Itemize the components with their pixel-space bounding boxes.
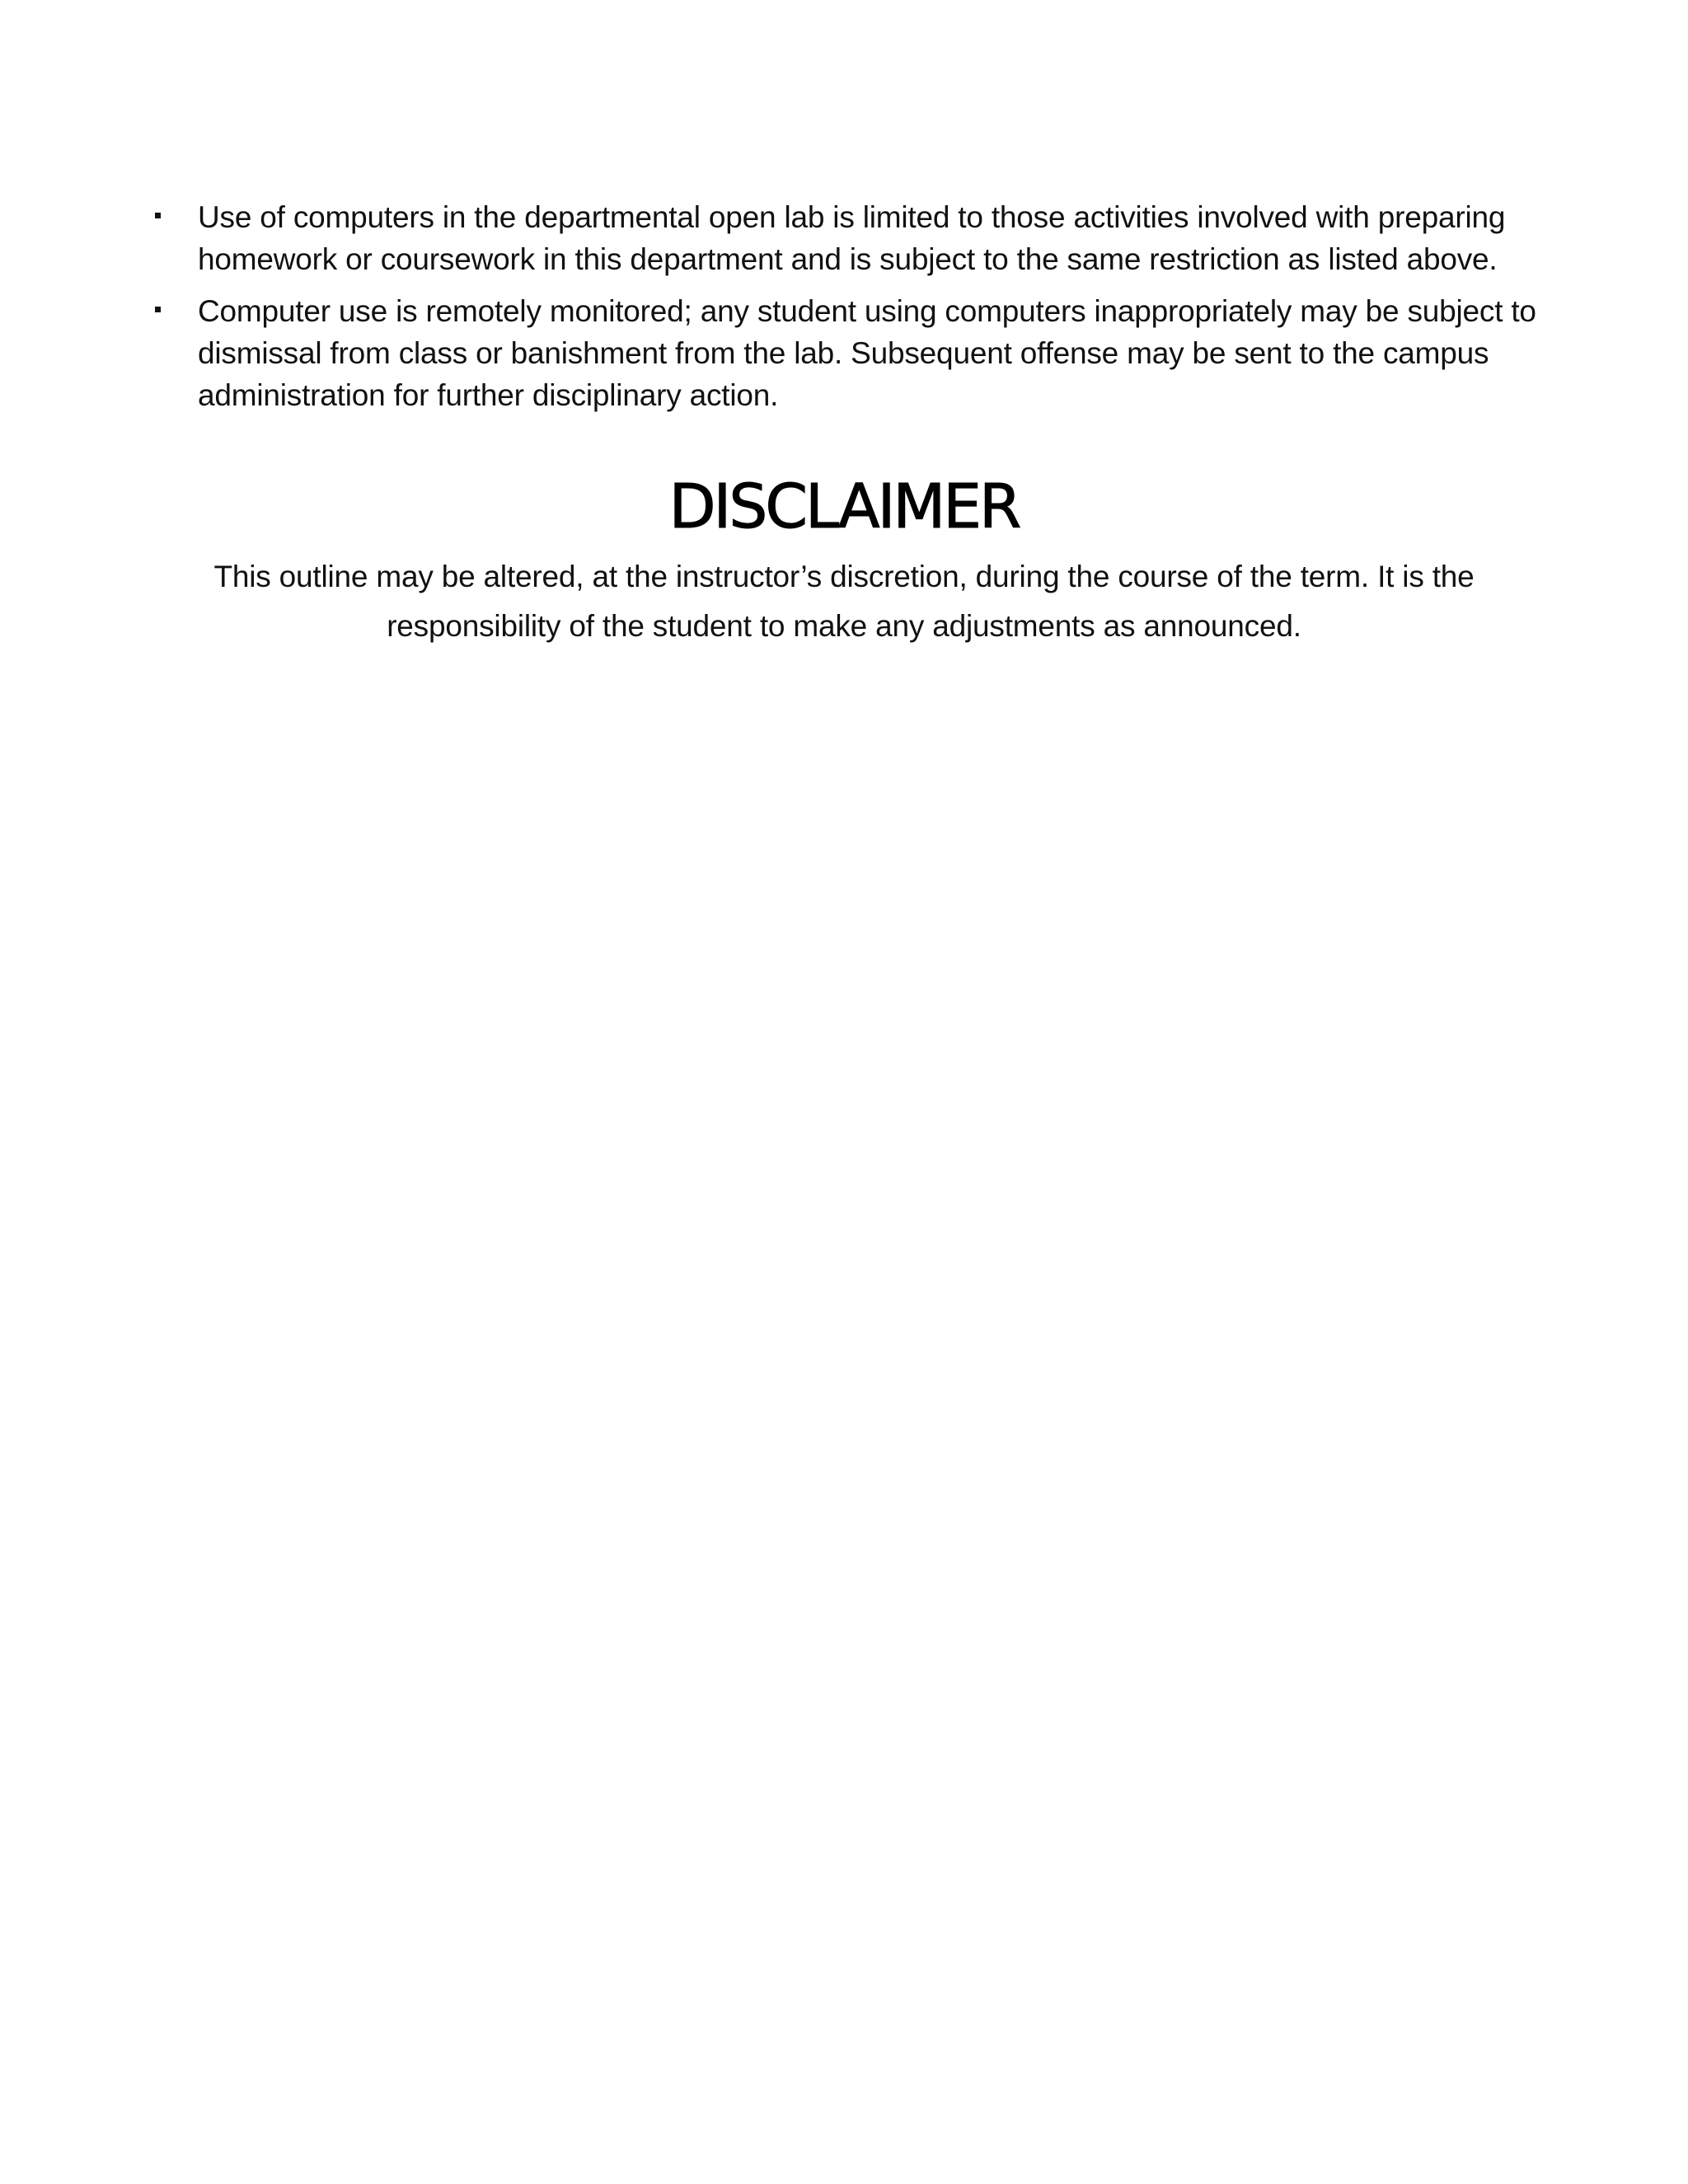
rules-list xyxy=(147,196,1564,426)
list-item-text: Use of computers in the departmental open lab is limited to those activities involved with preparing homework or coursework in this department and is subject to the same restriction as listed above. xyxy=(198,200,1506,276)
list-item-text: Computer use is remotely monitored; any student using computers inappropriately may be subject to dismissal from class or banishment from the lab. Subsequent offense may be sent to the campus administration for further disciplinary action. xyxy=(198,294,1536,412)
disclaimer-heading: DISCLAIMER xyxy=(668,471,1020,542)
disclaimer-text: This outline may be altered, at the instructor’s discretion, during the course of the term. It is the responsibility of the student to make any adjustments as announced. xyxy=(213,560,1475,643)
list-item xyxy=(147,290,1564,416)
square-bullet-icon xyxy=(155,307,161,312)
list-item xyxy=(147,196,1564,280)
square-bullet-icon xyxy=(155,213,161,218)
